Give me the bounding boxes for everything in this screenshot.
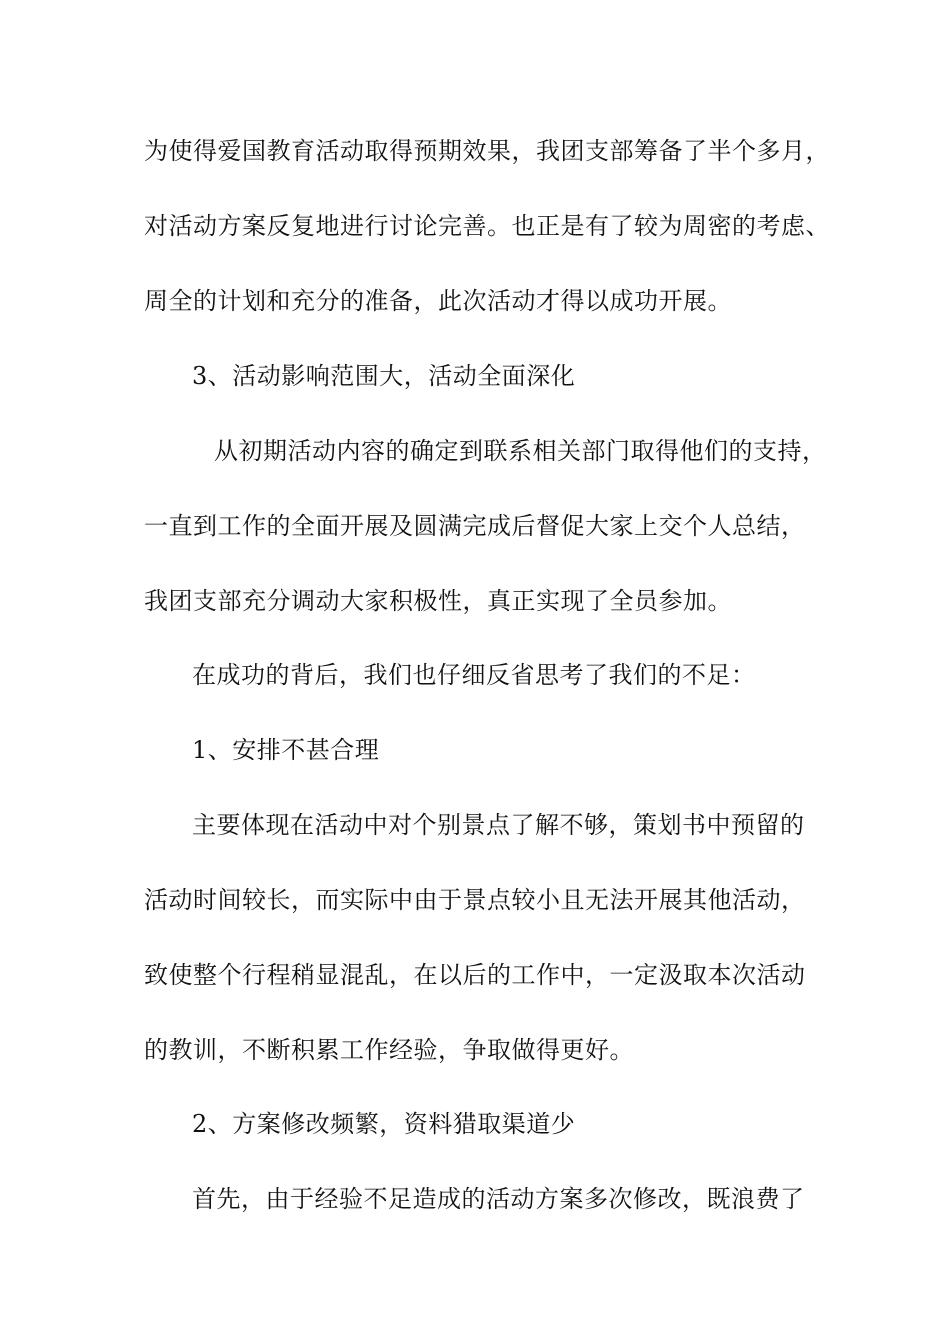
section-heading: 3、活动影响范围大，活动全面深化 <box>192 362 576 390</box>
paragraph-line: 的教训，不断积累工作经验，争取做得更好。 <box>144 1036 634 1064</box>
paragraph-line: 在成功的背后，我们也仔细反省思考了我们的不足： <box>192 661 756 689</box>
paragraph-line: 活动时间较长，而实际中由于景点较小且无法开展其他活动， <box>144 886 806 914</box>
paragraph-line: 致使整个行程稍显混乱，在以后的工作中，一定汲取本次活动 <box>144 961 806 989</box>
paragraph-line: 主要体现在活动中对个别景点了解不够，策划书中预留的 <box>192 811 805 839</box>
section-heading: 2、方案修改频繁，资料猎取渠道少 <box>192 1110 576 1138</box>
paragraph-line: 一直到工作的全面开展及圆满完成后督促大家上交个人总结， <box>144 512 806 540</box>
paragraph-line: 从初期活动内容的确定到联系相关部门取得他们的支持， <box>214 437 827 465</box>
paragraph-line: 为使得爱国教育活动取得预期效果，我团支部筹备了半个多月， <box>144 137 830 165</box>
paragraph-line: 周全的计划和充分的准备，此次活动才得以成功开展。 <box>144 287 732 315</box>
paragraph-line: 我团支部充分调动大家积极性，真正实现了全员参加。 <box>144 587 732 615</box>
paragraph-line: 对活动方案反复地进行讨论完善。也正是有了较为周密的考虑、 <box>144 212 830 240</box>
paragraph-line: 首先，由于经验不足造成的活动方案多次修改，既浪费了 <box>192 1185 805 1213</box>
section-heading: 1、安排不甚合理 <box>192 736 380 764</box>
